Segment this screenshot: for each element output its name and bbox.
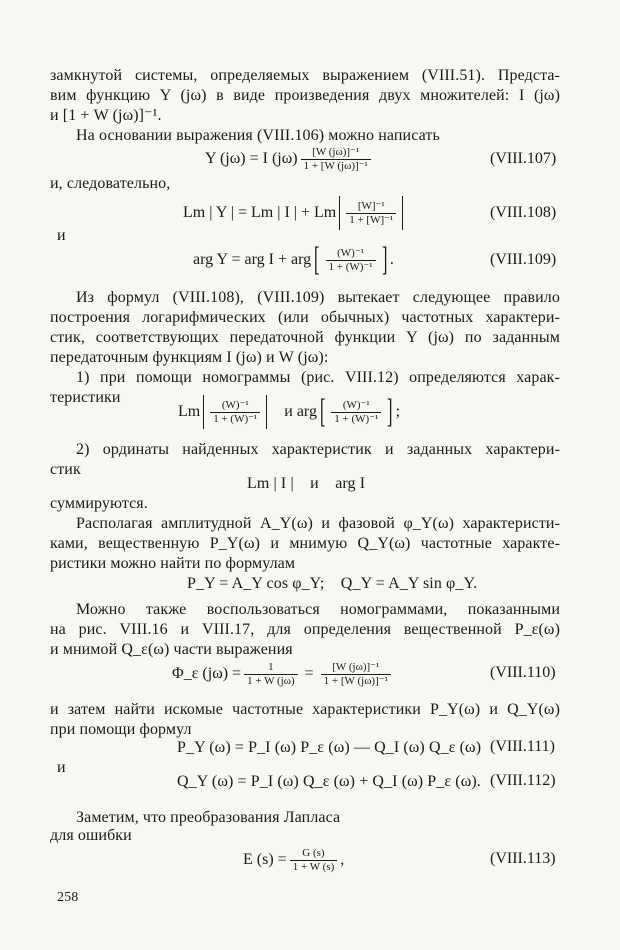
equation-lhs: Y (jω) = I (jω) [205, 150, 298, 167]
equation-number: (VIII.109) [490, 251, 557, 268]
equation-number: (VIII.110) [490, 664, 556, 681]
equation-end: . [389, 251, 394, 268]
text-line: стик, соответствующих передаточной функции Y (jω) по заданным [50, 329, 560, 346]
denominator: 1 + (W)⁻¹ [326, 260, 376, 274]
denominator: 1 + W (jω) [244, 674, 298, 688]
fraction [346, 200, 396, 227]
fraction [331, 399, 381, 426]
equation-lhs: E (s) = [243, 851, 287, 868]
equation-end: , [340, 851, 345, 868]
text-line: На основании выражения (VIII.106) можно написать [76, 127, 440, 144]
numerator: (W)⁻¹ [221, 398, 249, 411]
text-line: и мнимой Q_ε(ω) части выражения [50, 641, 293, 658]
abs-bar-right [402, 196, 403, 230]
equation-lhs: Φ_ε (jω) = [172, 665, 242, 682]
text-line: стик [50, 461, 81, 478]
text-line: для ошибки [50, 827, 132, 844]
denominator: 1 + (W)⁻¹ [210, 412, 260, 426]
text-line: построения логарифмических (или обычных) частотных характери- [50, 309, 560, 326]
abs-bar-left [203, 395, 204, 429]
denominator: 1 + [W (jω)]⁻¹ [321, 674, 391, 688]
equation-108 [183, 195, 406, 231]
page-number: 258 [57, 890, 79, 905]
text-line: на рис. VIII.16 и VIII.17, для определения вещественной P_ε(ω) [50, 621, 560, 638]
text-line: 1) при помощи номограммы (рис. VIII.12) определяются харак- [76, 369, 560, 386]
fraction [326, 247, 376, 274]
fraction [321, 661, 391, 688]
numerator: G (s) [302, 846, 325, 859]
fraction [301, 146, 371, 173]
bracket-left: [ [314, 241, 320, 278]
text-line: замкнутой системы, определяемых выражением (VIII.51). Предста- [50, 67, 560, 84]
text-line: ристики можно найти по формулам [50, 555, 296, 572]
text-line: 2) ординаты найденных характеристик и заданных характери- [76, 441, 560, 458]
equation-number: (VIII.108) [490, 204, 557, 221]
text-line: передаточным функциям I (jω) и W (jω): [50, 349, 329, 366]
equation-number: (VIII.113) [490, 850, 556, 867]
equation-113 [243, 842, 344, 878]
text-line: вим функцию Y (jω) в виде произведения двух множителей: I (jω) [50, 87, 560, 104]
equation-number: (VIII.107) [490, 150, 557, 167]
equation-109 [193, 242, 394, 278]
equation-111: P_Y (ω) = P_I (ω) P_ε (ω) — Q_I (ω) Q_ε (ω) [177, 739, 482, 756]
fraction [290, 847, 338, 874]
equation-110 [172, 656, 394, 692]
text-line: ками, вещественную P_Y(ω) и мнимую Q_Y(ω) частотные характе- [50, 535, 560, 552]
text-line: и [1 + W (jω)]⁻¹. [50, 107, 162, 124]
equation-number: (VIII.112) [490, 772, 556, 789]
fraction [244, 661, 298, 688]
bracket-left: [ [319, 393, 326, 430]
abs-bar-right [266, 395, 267, 429]
equation-lhs: arg Y = arg I + arg [193, 251, 312, 268]
text-line: Можно также воспользоваться номограммами, показанными [76, 601, 560, 618]
text-line: Из формул (VIII.108), (VIII.109) вытекает следующее правило [76, 289, 560, 306]
characteristics-formula [178, 394, 400, 430]
text-line: и, следовательно, [50, 175, 171, 192]
numerator: [W]⁻¹ [357, 199, 385, 212]
numerator: (W)⁻¹ [337, 246, 364, 259]
py-qy-formula: P_Y = A_Y cos φ_Y; Q_Y = A_Y sin φ_Y. [187, 575, 478, 592]
denominator: 1 + [W]⁻¹ [346, 213, 396, 227]
text-line: и затем найти искомые частотные характеристики P_Y(ω) и Q_Y(ω) [50, 701, 560, 718]
equals-sign: = [304, 665, 314, 682]
numerator: (W)⁻¹ [342, 398, 370, 411]
numerator: [W (jω)]⁻¹ [312, 145, 360, 158]
equation-end: ; [395, 403, 401, 420]
denominator: 1 + (W)⁻¹ [331, 412, 381, 426]
equation-number: (VIII.111) [490, 738, 556, 755]
and-arg-label: и arg [284, 403, 317, 420]
numerator: [W (jω)]⁻¹ [332, 660, 380, 673]
abs-bar-left [339, 196, 340, 230]
denominator: 1 + W (s) [290, 860, 338, 874]
text-line: и [57, 227, 66, 244]
text-line: Заметим, что преобразования Лапласа [76, 809, 341, 826]
text-line: при помощи формул [50, 721, 192, 738]
numerator: 1 [268, 660, 274, 673]
equation-112: Q_Y (ω) = P_I (ω) Q_ε (ω) + Q_I (ω) P_ε (ω). [177, 773, 481, 790]
equation-107 [205, 142, 374, 176]
text-line: суммируются. [50, 495, 148, 512]
text-line: и [57, 759, 66, 776]
denominator: 1 + [W (jω)]⁻¹ [301, 159, 371, 173]
equation-lhs: Lm | Y | = Lm | I | + Lm [183, 204, 337, 221]
text-line: теристики [50, 389, 121, 406]
lm-label: Lm [178, 403, 201, 420]
text-line: Располагая амплитудной A_Y(ω) и фазовой φ_Y(ω) характеристи- [76, 515, 560, 532]
fraction [210, 399, 260, 426]
bracket-right: ] [381, 241, 388, 278]
sum-formula: Lm | I | и arg I [247, 475, 366, 492]
bracket-right: ] [387, 393, 393, 430]
